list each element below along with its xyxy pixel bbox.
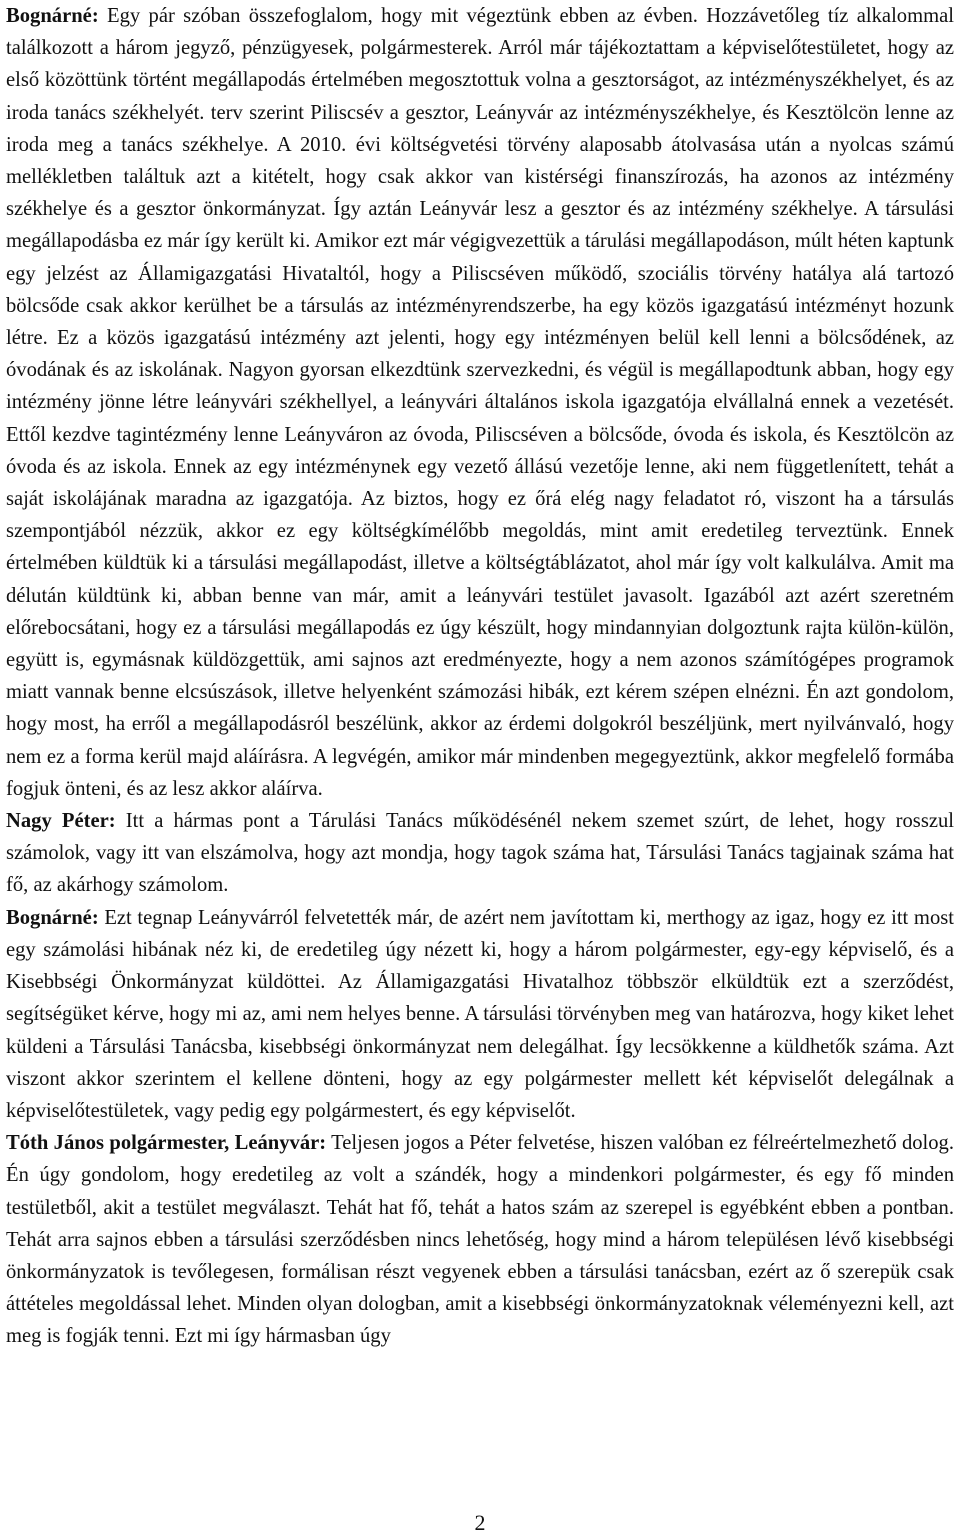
document-page	[6, 0, 954, 1353]
paragraph-bognarne-2	[6, 902, 954, 1127]
paragraph-text: Itt a hármas pont a Tárulási Tanács működésénél nekem szemet szúrt, de lehet, hogy rosszul számolok, vagy itt van elszámolva, hogy azt mondja, hogy tagok száma hat, Társulási Tanács tagjainak száma hat fő, az akárhogy számolom.	[6, 810, 954, 897]
speaker-name: Nagy Péter:	[6, 810, 116, 833]
paragraph-text: Egy pár szóban összefoglalom, hogy mit végeztünk ebben az évben. Hozzávetőleg tíz alkalommal találkozott a három jegyző, pénzügyesek, polgármesterek. Arról már tájékoztattam a képviselőtestületet, hogy az első közöttünk történt megállapodás értelmében megosztottuk volna a gesztorságot, az intézményszékhelyet, és az iroda tanács székhelyét. terv szerint Piliscsév a gesztor, Leányvár az intézményszékhelye, és Kesztölcön lenne az iroda meg a tanács székhelye. A 2010. évi költségvetési törvény alaposabb átolvasása után a nyolcas számú mellékletben találtuk azt a kitételt, hogy csak akkor van kistérségi finanszírozás, ha azonos az intézmény székhelye és a gesztor önkormányzat. Így aztán Leányvár lesz a gesztor és az intézmény székhelye. A társulási megállapodásba ez már így került ki. Amikor ezt már végigvezettük a tárulási megállapodáson, múlt héten kaptunk egy jelzést az Államigazgatási Hivataltól, hogy a Piliscséven működő, szociális törvény hatálya alá tartozó bölcsőde csak akkor kerülhet be a társulás az intézményrendszerbe, ha egy közös igazgatású intézményt hozunk létre. Ez a közös igazgatású intézmény azt jelenti, hogy egy intézményen belül kell lenni a bölcsődének, az óvodának és az iskolának. Nagyon gyorsan elkezdtünk szervezkedni, és végül is megállapodtunk abban, hogy egy intézmény jönne létre leányvári székhellyel, a leányvári általános iskola igazgatója elvállalná ennek a vezetését. Ettől kezdve tagintézmény lenne Leányváron az óvoda, Piliscséven a bölcsőde, óvoda és iskola, és Kesztölcön az óvoda és az iskola. Ennek az egy intézménynek egy vezető állású vezetője lenne, aki nem függetlenített, tehát a saját iskolájának maradna az igazgatója. Az biztos, hogy ez őrá elég nagy feladatot ró, viszont ha a társulás szempontjából nézzük, akkor ez egy költségkímélőbb megoldás, mint amit eredetileg terveztünk. Ennek értelmében küldtük ki a társulási megállapodást, illetve a költségtáblázatot, ahol már így volt kalkulálva. Amit ma délután küldtünk ki, abban benne van már, amit a leányvári testület javasolt. Igazából azt azért szeretném előrebocsátani, hogy ez a társulási megállapodás ez úgy készült, hogy mindannyian dolgoztunk rajta külön-külön, együtt is, egymásnak küldözgettük, ami sajnos azt eredményezte, hogy a nem azonos számítógépes programok miatt vannak benne elcsúszások, illetve helyenként számozási hibák, ezt kérem szépen elnézni. Én azt gondolom, hogy most, ha erről a megállapodásról beszélünk, akkor az érdemi dolgokról beszéljünk, mert nyilvánvaló, hogy nem ez a forma kerül majd aláírásra. A legvégén, amikor már mindenben megegyeztünk, akkor megfelelő formába fogjuk önteni, és az lesz akkor aláírva.	[6, 5, 954, 800]
page-number: 2	[474, 1510, 486, 1535]
paragraph-bognarne-1	[6, 0, 954, 805]
paragraph-text: Teljesen jogos a Péter felvetése, hiszen valóban ez félreértelmezhető dolog. Én úgy gondolom, hogy eredetileg az volt a szándék, hogy a mindenkori polgármester, és egy fő minden testületből, akit a testület megválaszt. Tehát hat fő, tehát a hatos szám az szerepel is egyébként ebben a pontban. Tehát arra sajnos ebben a társulási szerződésben nincs lehetőség, hogy mind a három településen lévő kisebbségi önkormányzatok is tevőlegesen, formálisan részt vegyenek ebben a társulási tanácsban, ezért az ő szerepük csak áttételes megoldással lehet. Minden olyan dologban, amit a kisebbségi önkormányzatoknak véleményezni kell, azt meg is fogják tenni. Ezt mi így hármasban úgy	[6, 1132, 955, 1348]
speaker-name: Bognárné:	[6, 5, 99, 27]
speaker-name: Tóth János polgármester, Leányvár:	[6, 1132, 327, 1155]
paragraph-nagy-peter	[6, 805, 954, 902]
paragraph-text: Ezt tegnap Leányvárról felvetették már, de azért nem javítottam ki, merthogy az igaz, hogy ez itt most egy számolási hibának néz ki, de eredetileg úgy nézett ki, hogy a három polgármester, egy-egy képviselő, és a Kisebbségi Önkormányzat küldöttei. Az Államigazgatási Hivatalhoz többször elküldtük ezt a szerződést, segítségüket kérve, hogy mi az, ami nem helyes benne. A társulási törvényben meg van határozva, hogy kiket lehet küldeni a Társulási Tanácsba, kisebbségi önkormányzat nem delegálhat. Így lecsökkenne a küldhetők száma. Azt viszont akkor szerintem el kellene dönteni, hogy az egy polgármester mellett két képviselőt delegálnak a képviselőtestületek, vagy pedig egy polgármestert, és egy képviselőt.	[6, 906, 954, 1122]
paragraph-toth-janos	[6, 1127, 954, 1352]
speaker-name: Bognárné:	[6, 906, 99, 929]
